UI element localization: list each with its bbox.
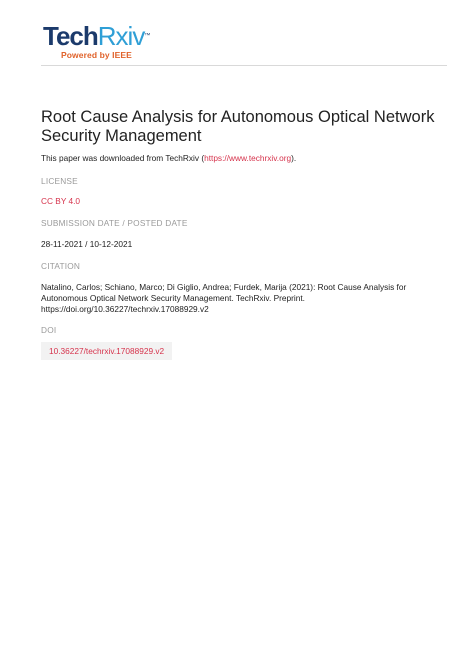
download-notice-prefix: This paper was downloaded from TechRxiv ( bbox=[41, 153, 205, 163]
header-divider bbox=[41, 65, 447, 66]
citation-line-1: Natalino, Carlos; Schiano, Marco; Di Giglio, Andrea; Furdek, Marija (2021): Root Cause Analysis for bbox=[41, 282, 407, 292]
logo-trademark: ™ bbox=[144, 33, 150, 39]
citation-line-2: Autonomous Optical Network Security Management. TechRxiv. Preprint. bbox=[41, 293, 305, 303]
techrxiv-link[interactable]: https://www.techrxiv.org bbox=[204, 153, 292, 163]
logo-tagline: Powered by IEEE bbox=[61, 50, 132, 60]
paper-title: Root Cause Analysis for Autonomous Optical Network Security Management bbox=[41, 108, 435, 145]
techrxiv-logo[interactable] bbox=[43, 22, 163, 62]
dates-value: 28-11-2021 / 10-12-2021 bbox=[41, 239, 133, 249]
citation-line-3: https://doi.org/10.36227/techrxiv.17088929.v2 bbox=[41, 304, 209, 314]
logo-tech-text: Tech bbox=[43, 21, 98, 51]
download-notice bbox=[41, 153, 296, 164]
logo-rxiv-text: Rxiv bbox=[97, 21, 145, 51]
license-label: LICENSE bbox=[41, 176, 78, 186]
logo-wordmark bbox=[43, 22, 149, 50]
citation-label: CITATION bbox=[41, 261, 81, 271]
doi-label: DOI bbox=[41, 325, 57, 335]
download-notice-suffix: ). bbox=[291, 153, 297, 163]
doi-link[interactable]: 10.36227/techrxiv.17088929.v2 bbox=[41, 342, 172, 360]
license-link[interactable]: CC BY 4.0 bbox=[41, 196, 81, 206]
dates-label: SUBMISSION DATE / POSTED DATE bbox=[41, 218, 188, 228]
